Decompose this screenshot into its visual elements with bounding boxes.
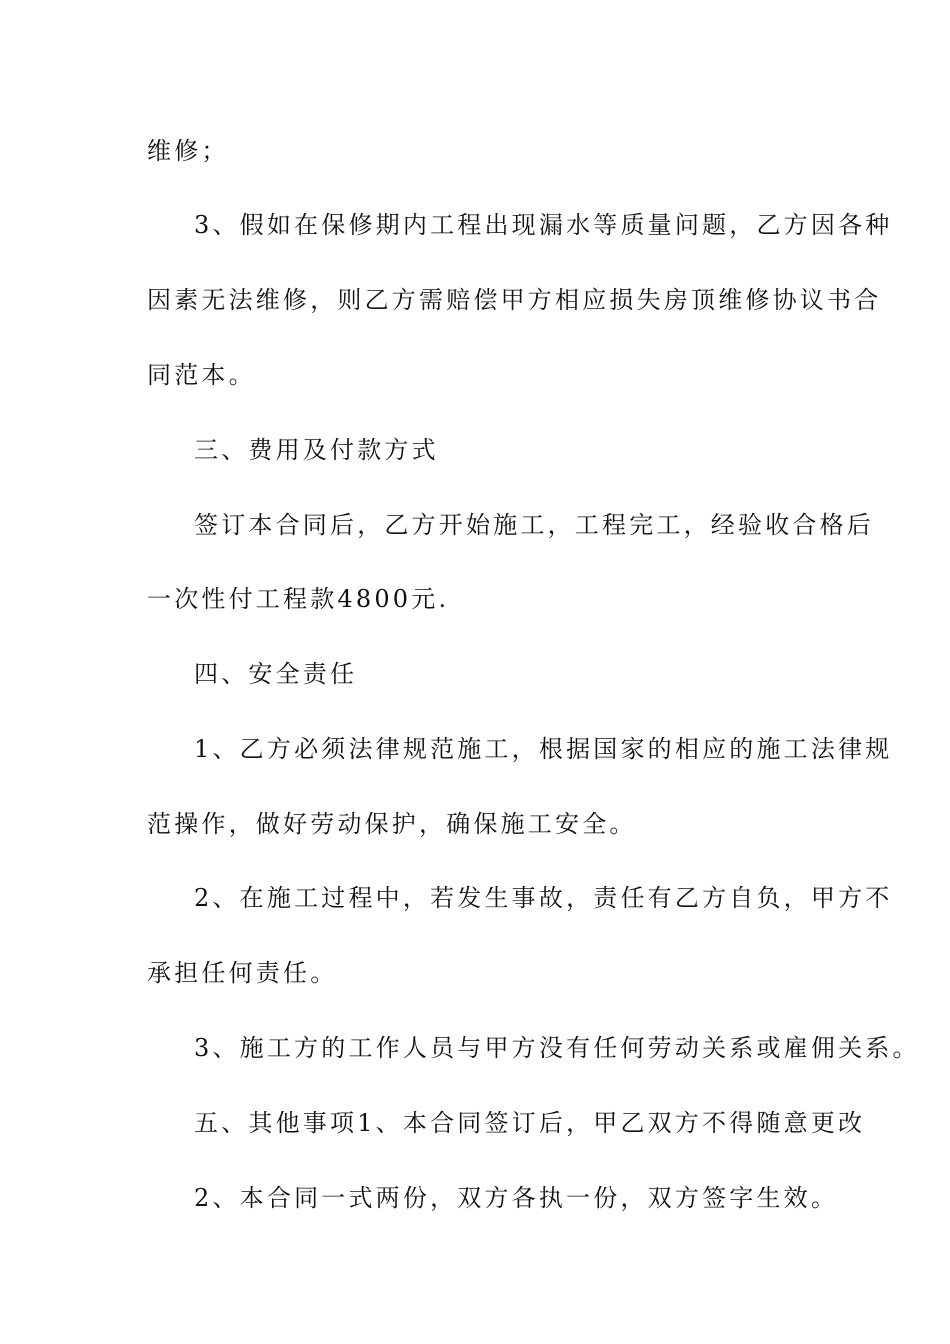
text-line: 2、在施工过程中，若发生事故，责任有乙方自负，甲方不 (194, 884, 893, 912)
section-heading: 三、费用及付款方式 (194, 436, 439, 464)
text-line: 承担任何责任。 (147, 959, 338, 987)
section-heading: 四、安全责任 (194, 660, 358, 688)
text-line: 同范本。 (147, 361, 256, 389)
text-line: 1、乙方必须法律规范施工，根据国家的相应的施工法律规 (194, 735, 893, 763)
text-line: 因素无法维修，则乙方需赔偿甲方相应损失房顶维修协议书合 (147, 286, 882, 314)
text-line: 维修； (147, 137, 229, 165)
section-heading: 五、其他事项1、本合同签订后，甲乙双方不得随意更改 (194, 1109, 866, 1137)
text-line: 一次性付工程款4800元. (147, 585, 450, 613)
text-line: 签订本合同后，乙方开始施工，工程完工，经验收合格后 (194, 511, 874, 539)
text-line: 3、施工方的工作人员与甲方没有任何劳动关系或雇佣关系。 (194, 1034, 920, 1062)
text-line: 2、本合同一式两份，双方各执一份，双方签字生效。 (194, 1184, 839, 1212)
text-line: 范操作，做好劳动保护，确保施工安全。 (147, 810, 637, 838)
text-line: 3、假如在保修期内工程出现漏水等质量问题，乙方因各种 (194, 211, 893, 239)
